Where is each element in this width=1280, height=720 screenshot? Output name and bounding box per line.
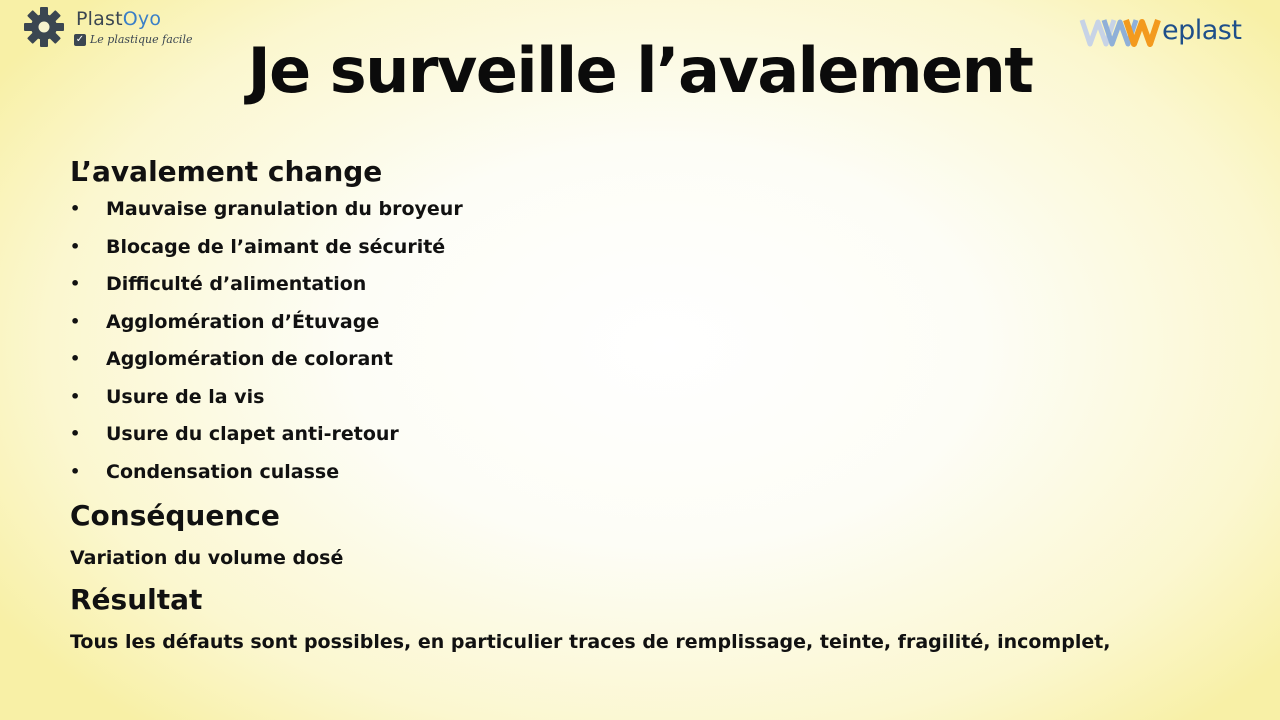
brand-tagline: ✓ Le plastique facile xyxy=(75,33,193,46)
consequence-text: Variation du volume dosé xyxy=(70,547,344,569)
causes-list xyxy=(70,194,1260,494)
list-item: • Mauvaise granulation du broyeur xyxy=(70,194,1260,232)
result-heading: Résultat xyxy=(70,583,203,616)
list-item: • Condensation culasse xyxy=(70,457,1260,495)
bullet-icon: • xyxy=(70,236,81,256)
list-item: • Blocage de l’aimant de sécurité xyxy=(70,232,1260,270)
list-item: • Agglomération d’Étuvage xyxy=(70,307,1260,345)
list-item: • Difficulté d’alimentation xyxy=(70,269,1260,307)
weplast-wordmark: eplast xyxy=(1162,15,1242,46)
bullet-icon: • xyxy=(70,274,81,293)
list-item: • Usure du clapet anti-retour xyxy=(70,419,1260,457)
bullet-icon: • xyxy=(70,199,81,218)
changes-heading: L’avalement change xyxy=(70,155,383,188)
bullet-icon: • xyxy=(70,311,81,331)
svg-text:AAW: AAW xyxy=(1125,46,1128,47)
brand-name: PlastOyo xyxy=(76,8,162,30)
page-title: Je surveille l’avalement xyxy=(247,34,1033,107)
checkbox-icon: ✓ xyxy=(75,33,85,45)
result-text: Tous les défauts sont possibles, en particulier traces de remplissage, teinte, fragilité, incomplet, xyxy=(70,631,1111,653)
list-item: • Agglomération de colorant xyxy=(70,344,1260,382)
bullet-icon: • xyxy=(70,424,81,443)
bullet-icon: • xyxy=(70,349,81,368)
list-item: • Usure de la vis xyxy=(70,382,1260,420)
consequence-heading: Conséquence xyxy=(70,499,280,532)
bullet-icon: • xyxy=(70,386,81,406)
bullet-icon: • xyxy=(70,461,81,481)
slide-content xyxy=(70,150,1260,662)
